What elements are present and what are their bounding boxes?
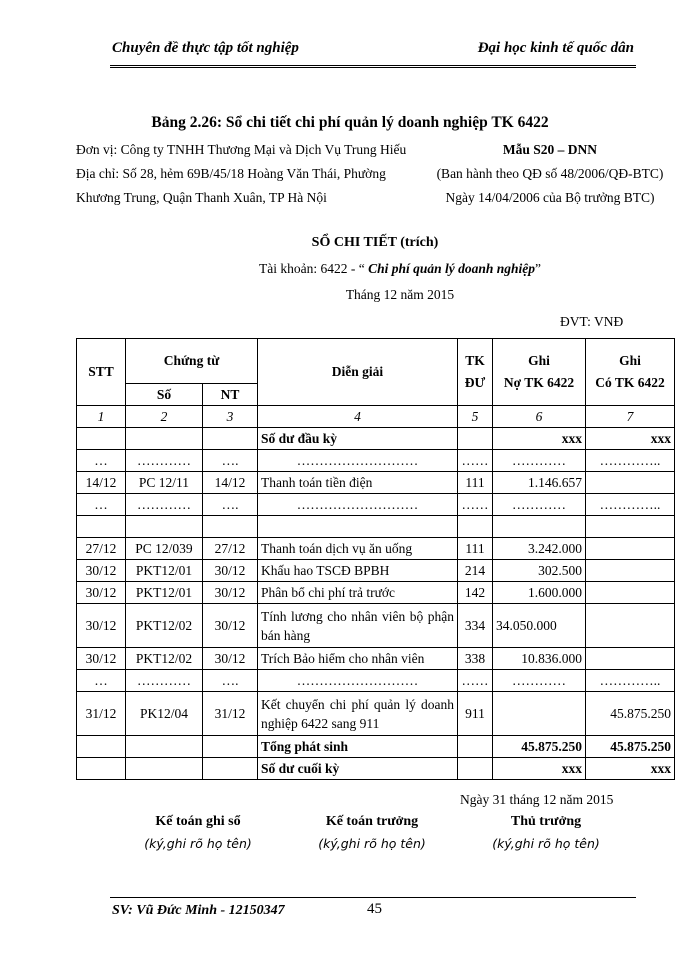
ellipsis-row [77,670,675,692]
dots: ………….. [586,494,675,516]
dots: ……………………… [258,494,458,516]
row-credit [586,648,675,670]
ledger-account-name: Chi phí quản lý doanh nghiệp [368,261,536,276]
dots: ………… [126,450,203,472]
empty-row [77,516,675,538]
dots: ………… [126,494,203,516]
row-number: PKT12/01 [126,560,203,582]
dots: … [77,450,126,472]
page-title: Bảng 2.26: Sổ chi tiết chi phí quản lý doanh nghiệp TK 6422 [151,114,549,131]
row-number: PKT12/02 [126,604,203,648]
row-credit: 45.875.250 [586,692,675,736]
col-number: 3 [203,406,258,428]
row-desc: Tính lương cho nhân viên bộ phận bán hàng [258,604,458,648]
col-number: 1 [77,406,126,428]
header-debit-line2: Nợ TK 6422 [503,375,575,390]
row-date: 30/12 [203,560,258,582]
row-desc: Trích Bảo hiểm cho nhân viên [258,648,458,670]
director-title: Thủ trưởng [510,814,582,829]
row-number: PC 12/11 [126,472,203,494]
ledger-account [0,261,700,277]
row-credit [586,560,675,582]
dots: ……………………… [258,450,458,472]
table-row [77,538,675,560]
ellipsis-row [77,494,675,516]
col-number: 6 [493,406,586,428]
ledger-currency: ĐVT: VNĐ [560,314,624,329]
row-desc: Khấu hao TSCĐ BPBH [258,560,458,582]
row-credit [586,604,675,648]
row-account: 911 [458,692,493,736]
row-account: 214 [458,560,493,582]
row-stt: 14/12 [77,472,126,494]
company-address-line2: Khương Trung, Quận Thanh Xuân, TP Hà Nội [76,190,327,205]
footer-rule [110,897,636,898]
dots: ………… [493,494,586,516]
header-debit [493,339,586,406]
dots: … [77,494,126,516]
header-date: NT [203,384,258,406]
row-number: PC 12/039 [126,538,203,560]
row-debit: 10.836.000 [493,648,586,670]
table-row [77,472,675,494]
row-debit: 1.600.000 [493,582,586,604]
row-account: 111 [458,538,493,560]
row-debit: 302.500 [493,560,586,582]
form-code: Mẫu S20 – DNN [502,142,598,157]
dots: … [77,670,126,692]
dots: ………….. [586,450,675,472]
dots: …. [203,670,258,692]
ledger-account-prefix: Tài khoản: 6422 - “ [258,261,365,276]
opening-credit: xxx [586,428,675,450]
header-credit [586,339,675,406]
header-stt: STT [77,339,126,406]
signature-date: Ngày 31 tháng 12 năm 2015 [460,792,614,807]
table-row [77,692,675,736]
ledger-account-suffix: ” [535,261,542,276]
opening-balance-row [77,428,675,450]
dots: …… [458,494,493,516]
row-stt: 30/12 [77,560,126,582]
row-number: PKT12/01 [126,582,203,604]
form-issued-line2: Ngày 14/04/2006 của Bộ trưởng BTC) [445,190,655,205]
total-label: Tổng phát sinh [258,736,458,758]
row-date: 30/12 [203,648,258,670]
header-desc: Diễn giải [258,339,458,406]
row-date: 31/12 [203,692,258,736]
table-row [77,560,675,582]
row-debit: 34.050.000 [493,604,586,648]
row-stt: 30/12 [77,604,126,648]
row-account: 111 [458,472,493,494]
opening-label: Số dư đầu kỳ [258,428,458,450]
row-date: 30/12 [203,582,258,604]
header-left: Chuyên đề thực tập tốt nghiệp [112,40,299,56]
director-note: (ký,ghi rõ họ tên) [492,836,600,851]
header-credit-line1: Ghi [619,353,641,368]
dots: …. [203,494,258,516]
dots: ………… [493,450,586,472]
ellipsis-row [77,450,675,472]
bookkeeper-note: (ký,ghi rõ họ tên) [144,836,252,851]
company-unit: Đơn vị: Công ty TNHH Thương Mại và Dịch Vụ Trung Hiếu [76,142,407,157]
chief-accountant-note: (ký,ghi rõ họ tên) [318,836,426,851]
row-date: 27/12 [203,538,258,560]
row-stt: 30/12 [77,582,126,604]
row-desc: Thanh toán tiền điện [258,472,458,494]
ledger-table [76,338,675,780]
header-account-line2: ĐƯ [464,375,486,390]
table-row [77,582,675,604]
row-number: PKT12/02 [126,648,203,670]
dots: …… [458,670,493,692]
ledger-period: Tháng 12 năm 2015 [345,287,455,302]
header-account [458,339,493,406]
header-debit-line1: Ghi [528,353,550,368]
dots: …. [203,450,258,472]
col-number: 4 [258,406,458,428]
company-address-line1: Địa chỉ: Số 28, hẻm 69B/45/18 Hoàng Văn Thái, Phường [76,166,386,181]
row-debit: 3.242.000 [493,538,586,560]
row-desc: Thanh toán dịch vụ ăn uống [258,538,458,560]
header-credit-line2: Có TK 6422 [595,375,665,390]
row-account: 338 [458,648,493,670]
row-desc: Phân bổ chi phí trả trước [258,582,458,604]
row-stt: 27/12 [77,538,126,560]
header-voucher: Chứng từ [126,339,258,384]
table-row [77,648,675,670]
row-account: 334 [458,604,493,648]
footer-student: SV: Vũ Đức Minh - 12150347 [112,903,285,918]
total-credit: 45.875.250 [586,736,675,758]
col-number: 5 [458,406,493,428]
row-credit [586,472,675,494]
row-stt: 31/12 [77,692,126,736]
row-debit: 1.146.657 [493,472,586,494]
row-credit [586,538,675,560]
header-account-line1: TK [465,353,485,368]
closing-credit: xxx [586,758,675,780]
row-number: PK12/04 [126,692,203,736]
dots: ………… [493,670,586,692]
dots: ……………………… [258,670,458,692]
closing-label: Số dư cuối kỳ [258,758,458,780]
table-row [77,604,675,648]
total-row [77,736,675,758]
row-credit [586,582,675,604]
row-date: 30/12 [203,604,258,648]
row-stt: 30/12 [77,648,126,670]
closing-balance-row [77,758,675,780]
row-account: 142 [458,582,493,604]
header-number: Số [126,384,203,406]
opening-debit: xxx [493,428,586,450]
ledger-heading: SỔ CHI TIẾT (trích) [311,235,439,250]
dots: ………….. [586,670,675,692]
col-number: 2 [126,406,203,428]
total-debit: 45.875.250 [493,736,586,758]
row-date: 14/12 [203,472,258,494]
header-rule [110,65,636,68]
chief-accountant-title: Kế toán trưởng [325,814,419,829]
dots: …… [458,450,493,472]
bookkeeper-title: Kế toán ghi sổ [155,814,241,829]
form-issued-line1: (Ban hành theo QĐ số 48/2006/QĐ-BTC) [436,166,664,181]
col-number: 7 [586,406,675,428]
row-desc: Kết chuyển chi phí quản lý doanh nghiệp 6422 sang 911 [258,692,458,736]
dots: ………… [126,670,203,692]
row-debit [493,692,586,736]
header-right: Đại học kinh tế quốc dân [477,40,634,56]
page-number: 45 [367,901,382,917]
closing-debit: xxx [493,758,586,780]
column-number-row [77,406,675,428]
